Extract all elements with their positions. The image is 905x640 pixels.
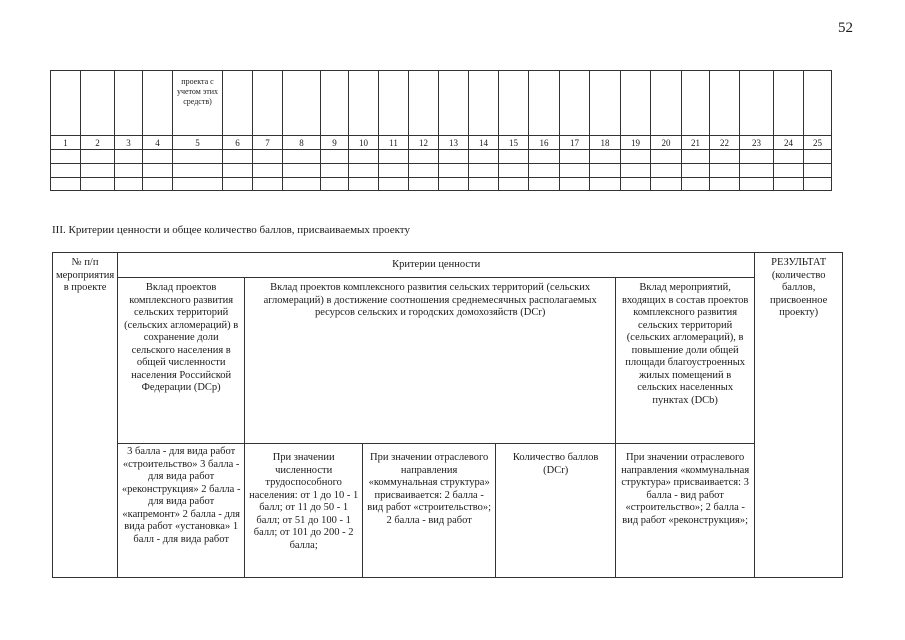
- column-number-cell: 24: [774, 136, 804, 150]
- top-cell: [253, 71, 283, 136]
- table-cell: [499, 150, 529, 164]
- table-cell: [409, 164, 439, 178]
- top-cell: [804, 71, 832, 136]
- table-cell: [710, 178, 740, 191]
- table-cell: [469, 164, 499, 178]
- top-cell: [283, 71, 321, 136]
- col-number-header: № п/п мероприятия в проекте: [53, 253, 118, 578]
- column-number-cell: 19: [621, 136, 651, 150]
- column-number-cell: 16: [529, 136, 560, 150]
- top-cell: [349, 71, 379, 136]
- table-cell: [590, 178, 621, 191]
- column-number-cell: 14: [469, 136, 499, 150]
- column-number-cell: 10: [349, 136, 379, 150]
- top-cell: [379, 71, 409, 136]
- top-cell: [51, 71, 81, 136]
- table-cell: [560, 150, 590, 164]
- table-cell: [710, 164, 740, 178]
- table-cell: [223, 164, 253, 178]
- top-cell: [710, 71, 740, 136]
- top-table: [50, 70, 832, 191]
- table-cell: [81, 150, 115, 164]
- top-cell: [409, 71, 439, 136]
- table-cell: [115, 178, 143, 191]
- table-cell: [223, 150, 253, 164]
- top-cell: [469, 71, 499, 136]
- score-branch: При значении отраслевого направления «коммунальная структура» присваивается: 2 балла - вид работ «строительство»; 2 балла - вид работ: [363, 444, 496, 578]
- table-cell: [349, 164, 379, 178]
- table-cell: [529, 178, 560, 191]
- table-cell: [499, 164, 529, 178]
- top-cell: [143, 71, 173, 136]
- table-cell: [469, 178, 499, 191]
- section-title: III. Критерии ценности и общее количество баллов, присваиваемых проекту: [52, 224, 410, 236]
- column-number-cell: 7: [253, 136, 283, 150]
- top-cell: [682, 71, 710, 136]
- table-cell: [499, 178, 529, 191]
- table-cell: [529, 164, 560, 178]
- table-cell: [439, 178, 469, 191]
- table-cell: [283, 150, 321, 164]
- top-note-cell: [173, 71, 223, 136]
- table-cell: [774, 150, 804, 164]
- table-cell: [774, 178, 804, 191]
- table-cell: [321, 150, 349, 164]
- table-cell: [81, 178, 115, 191]
- table-cell: [651, 164, 682, 178]
- column-number-cell: 20: [651, 136, 682, 150]
- table-cell: [560, 178, 590, 191]
- table-cell: [321, 164, 349, 178]
- column-number-cell: 22: [710, 136, 740, 150]
- column-number-cell: 17: [560, 136, 590, 150]
- table-cell: [283, 164, 321, 178]
- table-cell: [51, 150, 81, 164]
- page-number: 52: [838, 20, 853, 36]
- table-cell: [143, 178, 173, 191]
- score-dcb: При значении отраслевого направления «коммунальная структура» присваивается: 3 балла - вид работ «строительство»; 2 балла - вид работ «реконструкция»;: [616, 444, 755, 578]
- top-cell: [740, 71, 774, 136]
- top-cell: [590, 71, 621, 136]
- criterion-dcr: Вклад проектов комплексного развития сельских территорий (сельских агломераций) в достижение соотношения среднемесячных располагаемых ресурсов сельских и городских домохозяйств (DCr): [245, 278, 616, 444]
- table-cell: [682, 178, 710, 191]
- table-cell: [173, 178, 223, 191]
- top-cell: [81, 71, 115, 136]
- column-number-cell: 5: [173, 136, 223, 150]
- column-number-cell: 1: [51, 136, 81, 150]
- column-number-cell: 18: [590, 136, 621, 150]
- table-cell: [621, 164, 651, 178]
- table-cell: [740, 178, 774, 191]
- criterion-dcb: Вклад мероприятий, входящих в состав проектов комплексного развития сельских территорий (сельских агломераций), в повышение доли общей площади благоустроенных жилых помещений в сельских населенных пунктах (DCb): [616, 278, 755, 444]
- column-number-cell: 4: [143, 136, 173, 150]
- table-cell: [804, 178, 832, 191]
- column-number-cell: 12: [409, 136, 439, 150]
- table-row: [51, 178, 832, 191]
- score-count: Количество баллов (DCr): [496, 444, 616, 578]
- table-cell: [469, 150, 499, 164]
- top-cell: [651, 71, 682, 136]
- table-cell: [439, 150, 469, 164]
- score-dcp: 3 балла - для вида работ «строительство» 3 балла - для вида работ «реконструкция» 2 балла - для вида работ «капремонт» 2 балла - для вида работ «установка» 1 балл - для вида работ: [118, 444, 245, 578]
- table-cell: [253, 178, 283, 191]
- table-cell: [651, 178, 682, 191]
- column-number-cell: 9: [321, 136, 349, 150]
- table-cell: [682, 150, 710, 164]
- table-cell: [409, 150, 439, 164]
- column-number-cell: 11: [379, 136, 409, 150]
- column-number-cell: 25: [804, 136, 832, 150]
- table-row: [51, 150, 832, 164]
- score-population: При значении численности трудоспособного населения: от 1 до 10 - 1 балл; от 11 до 50 - 1 балл; от 51 до 100 - 1 балл; от 101 до 200 - 2 балла;: [245, 444, 363, 578]
- table-cell: [173, 150, 223, 164]
- table-cell: [804, 150, 832, 164]
- table-cell: [253, 164, 283, 178]
- column-number-cell: 2: [81, 136, 115, 150]
- top-cell: [223, 71, 253, 136]
- table-cell: [774, 164, 804, 178]
- criterion-dcp: Вклад проектов комплексного развития сельских территорий (сельских агломераций) в сохранение доли сельского населения в общей численности населения Российской Федерации (DCp): [118, 278, 245, 444]
- top-cell: [529, 71, 560, 136]
- table-cell: [81, 164, 115, 178]
- column-number-cell: 6: [223, 136, 253, 150]
- table-row: [51, 164, 832, 178]
- table-cell: [560, 164, 590, 178]
- table-cell: [409, 178, 439, 191]
- table-cell: [321, 178, 349, 191]
- table-cell: [651, 150, 682, 164]
- table-cell: [51, 178, 81, 191]
- table-cell: [804, 164, 832, 178]
- table-cell: [621, 178, 651, 191]
- top-cell: [774, 71, 804, 136]
- top-note: проекта с учетом этих средств): [176, 77, 219, 106]
- top-cell: [439, 71, 469, 136]
- table-cell: [740, 150, 774, 164]
- table-cell: [590, 164, 621, 178]
- column-number-row: [51, 136, 832, 150]
- top-cell: [499, 71, 529, 136]
- top-cell: [321, 71, 349, 136]
- column-number-cell: 15: [499, 136, 529, 150]
- table-cell: [529, 150, 560, 164]
- table-cell: [349, 150, 379, 164]
- column-number-cell: 8: [283, 136, 321, 150]
- table-cell: [379, 150, 409, 164]
- table-cell: [740, 164, 774, 178]
- table-cell: [590, 150, 621, 164]
- table-cell: [379, 164, 409, 178]
- top-cell: [115, 71, 143, 136]
- table-cell: [682, 164, 710, 178]
- table-cell: [710, 150, 740, 164]
- table-cell: [349, 178, 379, 191]
- table-cell: [223, 178, 253, 191]
- table-cell: [143, 150, 173, 164]
- column-number-cell: 21: [682, 136, 710, 150]
- table-cell: [621, 150, 651, 164]
- column-number-cell: 23: [740, 136, 774, 150]
- column-number-cell: 13: [439, 136, 469, 150]
- table-cell: [283, 178, 321, 191]
- table-cell: [173, 164, 223, 178]
- table-cell: [115, 164, 143, 178]
- top-cell: [621, 71, 651, 136]
- column-number-cell: 3: [115, 136, 143, 150]
- table-cell: [115, 150, 143, 164]
- criteria-table: [52, 252, 843, 578]
- table-cell: [439, 164, 469, 178]
- table-cell: [379, 178, 409, 191]
- table-cell: [143, 164, 173, 178]
- table-cell: [253, 150, 283, 164]
- table-cell: [51, 164, 81, 178]
- top-cell: [560, 71, 590, 136]
- criteria-header: Критерии ценности: [118, 253, 755, 278]
- result-header: РЕЗУЛЬТАТ (количество баллов, присвоенное проекту): [755, 253, 843, 578]
